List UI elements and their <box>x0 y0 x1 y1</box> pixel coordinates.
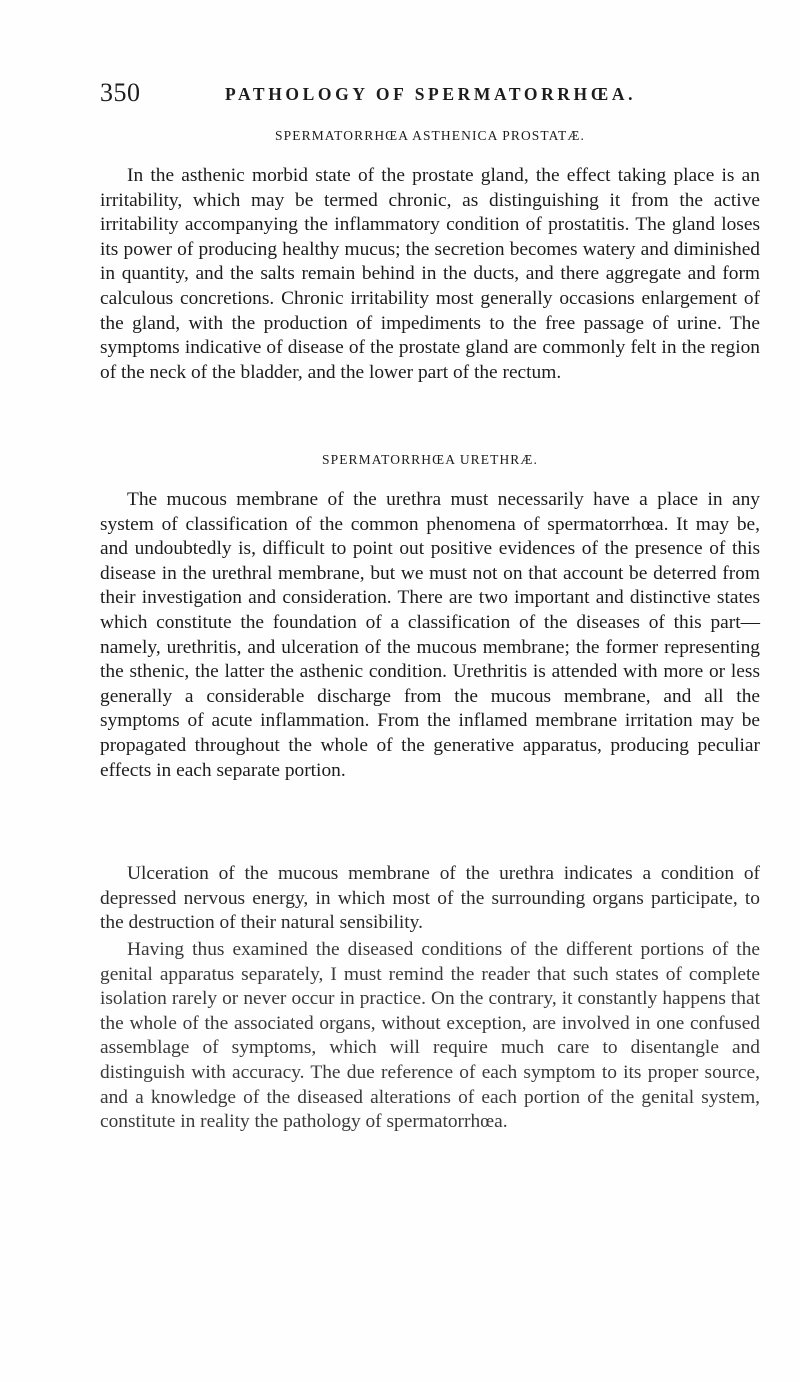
running-head <box>100 78 740 118</box>
running-title: PATHOLOGY OF SPERMATORRHŒA. <box>225 84 637 104</box>
paragraph-conclusion: Having thus examined the diseased conditions of the different portions of the genital apparatus separately, I must remind the reader that such states of complete isolation rarely or never occur in practice. On the contrary, it constantly happens that the whole of the associated organs, without exception, are involved in one confused assemblage of symptoms, which will require much care to disentangle and distinguish with accuracy. The due reference of each symptom to its proper source, and a knowledge of the diseased alterations of each portion of the genital system, constitute in reality the pathology of spermatorrhœa. <box>100 939 760 1133</box>
section-heading-prostate: SPERMATORRHŒA ASTHENICA PROSTATÆ. <box>275 128 585 143</box>
paragraph-urethra-mucous-membrane: The mucous membrane of the urethra must necessarily have a place in any system of classification of the common phenomena of spermatorrhœa. It may be, and undoubtedly is, difficult to point out positive evidences of the presence of this disease in the urethral membrane, but we must not on that account be deterred from their investigation and consideration. There are two important and distinctive states which constitute the foundation of a classification of the diseases of this part—namely, urethritis, and ulceration of the mucous membrane; the former representing the sthenic, the latter the asthenic condition. Urethritis is attended with more or less generally a considerable discharge from the mucous membrane, and all the symptoms of acute inflammation. From the inflamed membrane irritation may be propagated throughout the whole of the generative apparatus, producing peculiar effects in each separate portion. <box>100 489 760 781</box>
section-heading-urethra: SPERMATORRHŒA URETHRÆ. <box>322 452 538 467</box>
page-number: 350 <box>100 78 141 107</box>
paragraph-ulceration: Ulceration of the mucous membrane of the urethra indicates a condition of depressed nervous energy, in which most of the surrounding organs participate, to the destruction of their natural sensibility. <box>100 863 760 934</box>
paragraph-prostate: In the asthenic morbid state of the prostate gland, the effect taking place is an irritability, which may be termed chronic, as distinguishing it from the active irritability accompanying the inflammatory condition of prostatitis. The gland loses its power of producing healthy mucus; the secretion becomes watery and diminished in quantity, and the salts remain behind in the ducts, and there aggregate and form calculous concretions. Chronic irritability most generally occasions enlargement of the gland, with the production of impediments to the free passage of urine. The symptoms indicative of disease of the prostate gland are commonly felt in the region of the neck of the bladder, and the lower part of the rectum. <box>100 165 760 383</box>
